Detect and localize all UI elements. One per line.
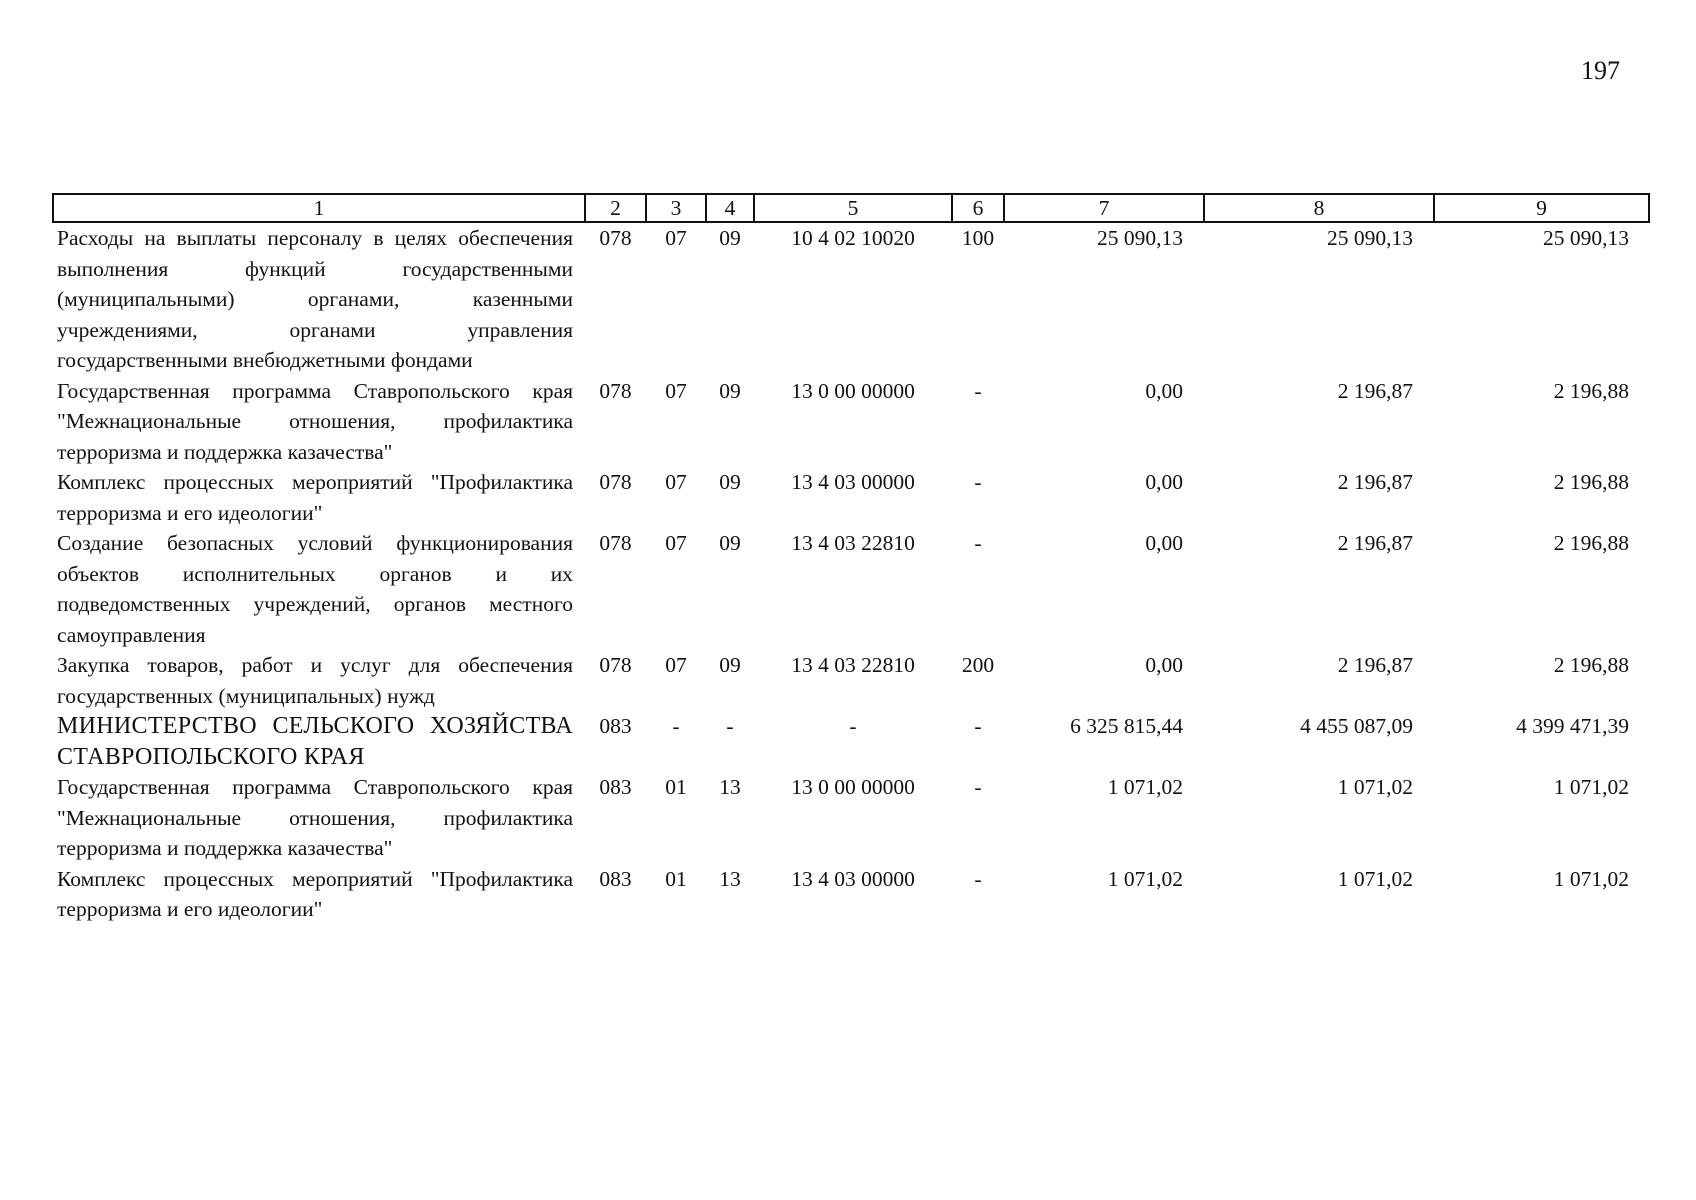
expense-type-code: - bbox=[974, 775, 982, 799]
page-number: 197 bbox=[1581, 56, 1620, 85]
amount-col8: 1 071,02 bbox=[1337, 775, 1413, 799]
amount-col9: 1 071,02 bbox=[1553, 866, 1629, 891]
target-item-code: 13 0 00 00000 bbox=[791, 775, 915, 799]
target-item-code: 13 4 03 00000 bbox=[791, 866, 915, 891]
amount-col8: 2 196,87 bbox=[1337, 378, 1413, 403]
expense-type-code: - bbox=[974, 866, 982, 891]
section-code: 07 bbox=[665, 653, 687, 677]
row-description: Государственная программа Ставропольского края "Межнациональные отношения, профилактика терроризма и поддержка казачества" bbox=[57, 775, 573, 860]
expense-type-code: 100 bbox=[961, 226, 995, 250]
expense-type-code: - bbox=[974, 378, 982, 403]
table-row bbox=[53, 222, 1649, 376]
header-cell-8: 8 bbox=[1204, 194, 1434, 222]
ministry-code: 078 bbox=[599, 378, 632, 403]
section-code: 07 bbox=[665, 531, 687, 555]
section-code: 07 bbox=[665, 470, 687, 494]
row-description: Расходы на выплаты персоналу в целях обеспечения выполнения функций государственными (муниципальными) органами, казенными учреждениями, органами управления государственными внебюджетными фондами bbox=[57, 226, 573, 372]
amount-col7: 0,00 bbox=[1145, 653, 1183, 677]
table-row bbox=[53, 467, 1649, 528]
header-cell-9: 9 bbox=[1434, 194, 1649, 222]
budget-table bbox=[52, 193, 1650, 925]
amount-col8: 2 196,87 bbox=[1337, 531, 1413, 555]
section-code: 07 bbox=[665, 226, 687, 250]
row-description: Государственная программа Ставропольского края "Межнациональные отношения, профилактика терроризма и поддержка казачества" bbox=[57, 378, 573, 464]
amount-col7: 25 090,13 bbox=[1097, 226, 1183, 250]
header-cell-2: 2 bbox=[585, 194, 646, 222]
ministry-code: 078 bbox=[599, 470, 632, 494]
section-code: 01 bbox=[665, 775, 687, 799]
amount-col7: 1 071,02 bbox=[1107, 866, 1183, 891]
subsection-code: 09 bbox=[719, 470, 741, 494]
amount-col7: 1 071,02 bbox=[1107, 775, 1183, 799]
table-row bbox=[53, 528, 1649, 650]
expense-type-code: 200 bbox=[961, 653, 995, 677]
target-item-code: - bbox=[849, 714, 857, 738]
table-row bbox=[53, 650, 1649, 711]
table-row bbox=[53, 376, 1649, 468]
section-code: - bbox=[672, 714, 680, 738]
amount-col9: 2 196,88 bbox=[1553, 378, 1629, 403]
amount-col7: 0,00 bbox=[1145, 378, 1183, 403]
expense-type-code: - bbox=[974, 531, 982, 555]
subsection-code: 09 bbox=[719, 531, 741, 555]
header-cell-7: 7 bbox=[1004, 194, 1204, 222]
amount-col7: 6 325 815,44 bbox=[1070, 714, 1183, 738]
row-description: Комплекс процессных мероприятий "Профилактика терроризма и его идеологии" bbox=[57, 866, 573, 921]
table-row bbox=[53, 864, 1649, 925]
table-header-row bbox=[53, 194, 1649, 222]
row-description: Создание безопасных условий функционирования объектов исполнительных органов и их подведомственных учреждений, органов местного самоуправления bbox=[57, 531, 573, 647]
header-cell-5: 5 bbox=[754, 194, 952, 222]
target-item-code: 13 4 03 22810 bbox=[791, 531, 915, 555]
amount-col9: 2 196,88 bbox=[1553, 470, 1629, 494]
section-code: 01 bbox=[665, 866, 687, 891]
amount-col7: 0,00 bbox=[1145, 531, 1183, 555]
subsection-code: 09 bbox=[719, 653, 741, 677]
header-cell-4: 4 bbox=[706, 194, 754, 222]
amount-col7: 0,00 bbox=[1145, 470, 1183, 494]
amount-col8: 4 455 087,09 bbox=[1300, 714, 1413, 738]
amount-col9: 2 196,88 bbox=[1553, 653, 1629, 677]
ministry-code: 078 bbox=[599, 531, 632, 555]
amount-col9: 2 196,88 bbox=[1553, 531, 1629, 555]
row-description: МИНИСТЕРСТВО СЕЛЬСКОГО ХОЗЯЙСТВА СТАВРОПОЛЬСКОГО КРАЯ bbox=[57, 713, 573, 770]
subsection-code: 09 bbox=[719, 378, 741, 403]
amount-col8: 2 196,87 bbox=[1337, 470, 1413, 494]
amount-col9: 4 399 471,39 bbox=[1516, 714, 1629, 738]
amount-col9: 25 090,13 bbox=[1543, 226, 1629, 250]
header-cell-1: 1 bbox=[53, 194, 585, 222]
header-cell-6: 6 bbox=[952, 194, 1004, 222]
table-row bbox=[53, 711, 1649, 772]
subsection-code: 09 bbox=[719, 226, 741, 250]
ministry-code: 083 bbox=[599, 775, 632, 799]
ministry-code: 078 bbox=[599, 226, 632, 250]
expense-type-code: - bbox=[974, 714, 982, 738]
target-item-code: 13 4 03 22810 bbox=[791, 653, 915, 677]
subsection-code: 13 bbox=[719, 866, 741, 891]
amount-col8: 1 071,02 bbox=[1337, 866, 1413, 891]
row-description: Комплекс процессных мероприятий "Профилактика терроризма и его идеологии" bbox=[57, 470, 573, 525]
expense-type-code: - bbox=[974, 470, 982, 494]
ministry-code: 083 bbox=[599, 866, 632, 891]
ministry-code: 078 bbox=[599, 653, 632, 677]
ministry-code: 083 bbox=[599, 714, 632, 738]
row-description: Закупка товаров, работ и услуг для обеспечения государственных (муниципальных) нужд bbox=[57, 653, 573, 708]
table-row bbox=[53, 772, 1649, 864]
amount-col9: 1 071,02 bbox=[1553, 775, 1629, 799]
header-cell-3: 3 bbox=[646, 194, 706, 222]
amount-col8: 25 090,13 bbox=[1327, 226, 1413, 250]
section-code: 07 bbox=[665, 378, 687, 403]
target-item-code: 13 4 03 00000 bbox=[791, 470, 915, 494]
subsection-code: - bbox=[726, 714, 734, 738]
target-item-code: 10 4 02 10020 bbox=[791, 226, 915, 250]
subsection-code: 13 bbox=[719, 775, 741, 799]
amount-col8: 2 196,87 bbox=[1337, 653, 1413, 677]
target-item-code: 13 0 00 00000 bbox=[791, 378, 915, 403]
